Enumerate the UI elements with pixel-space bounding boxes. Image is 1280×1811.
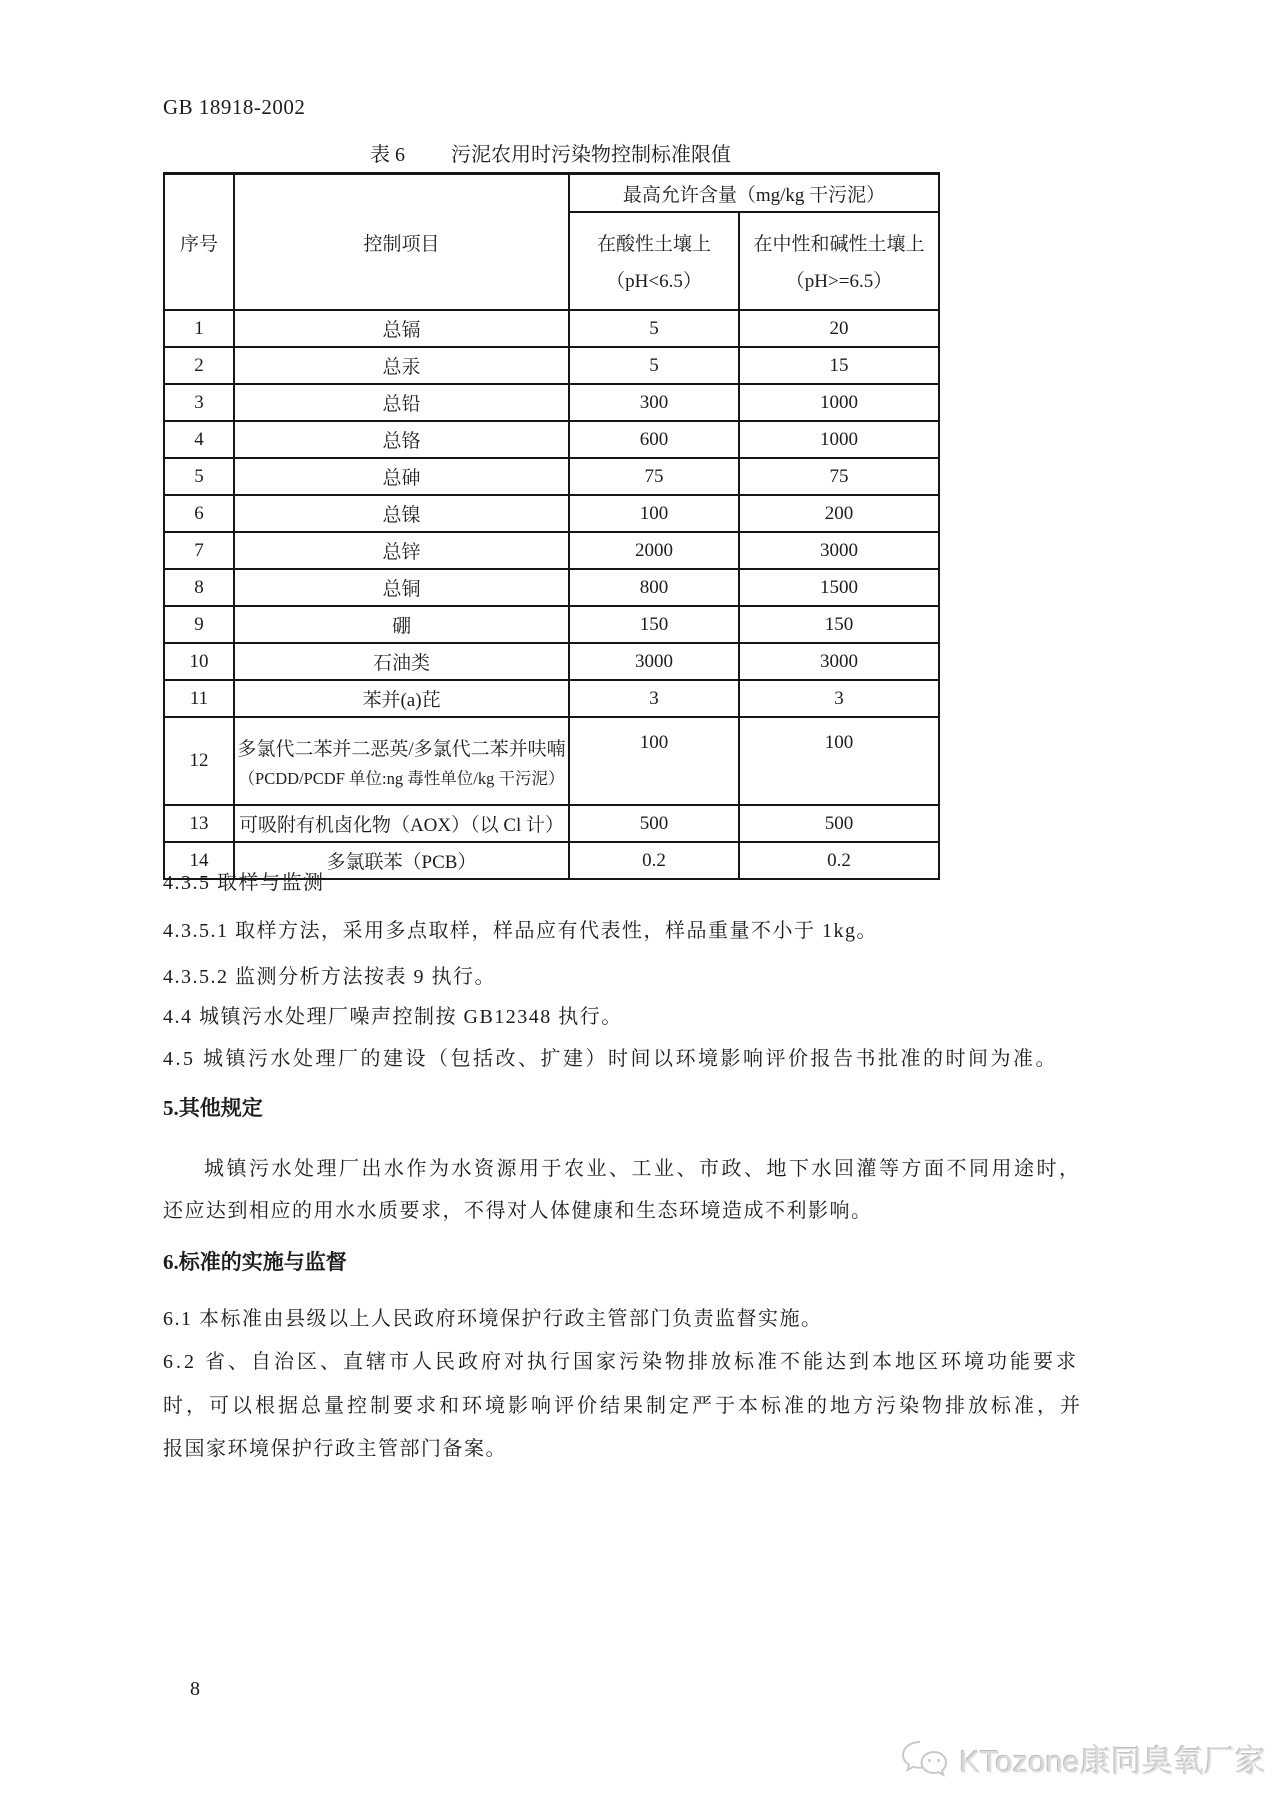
cell-item: 硼 [234, 606, 569, 643]
heading-5: 5.其他规定 [163, 1096, 263, 1120]
col-header-neutral-label: 在中性和碱性土壤上 [753, 234, 925, 255]
cell-no: 14 [164, 842, 234, 879]
cell-neutral: 3000 [739, 643, 939, 680]
cell-acid: 100 [569, 717, 739, 805]
cell-item: 总砷 [234, 458, 569, 495]
cell-item: 可吸附有机卤化物（AOX）（以 Cl 计） [234, 805, 569, 842]
section-4-3-5-1: 4.3.5.1 取样方法，采用多点取样，样品应有代表性，样品重量不小于 1kg。 [163, 920, 878, 942]
wechat-icon [899, 1739, 951, 1779]
table-body [164, 174, 939, 880]
cell-acid: 3 [569, 680, 739, 717]
cell-no: 9 [164, 606, 234, 643]
cell-no: 2 [164, 347, 234, 384]
table-row [164, 606, 939, 643]
cell-no: 4 [164, 421, 234, 458]
cell-acid: 0.2 [569, 842, 739, 879]
doc-code: GB 18918-2002 [163, 95, 306, 119]
cell-neutral: 15 [739, 347, 939, 384]
col-header-item: 控制项目 [234, 174, 569, 311]
page-number: 8 [190, 1678, 200, 1700]
table-row [164, 384, 939, 421]
cell-item: 总镍 [234, 495, 569, 532]
col-header-acid-label: 在酸性土壤上 [596, 234, 711, 255]
section-6-2-line1: 6.2 省、自治区、直辖市人民政府对执行国家污染物排放标准不能达到本地区环境功能要求 [163, 1351, 1079, 1373]
cell-neutral: 200 [739, 495, 939, 532]
table-row [164, 310, 939, 347]
table-title [163, 138, 938, 167]
cell-acid: 75 [569, 458, 739, 495]
col-header-acid [569, 212, 739, 310]
col-header-group: 最高允许含量（mg/kg 干污泥） [569, 174, 939, 213]
table-row [164, 805, 939, 842]
paragraph-5-line1: 城镇污水处理厂出水作为水资源用于农业、工业、市政、地下水回灌等方面不同用途时， [204, 1158, 1082, 1180]
paragraph-5-line2: 还应达到相应的用水水质要求，不得对人体健康和生态环境造成不利影响。 [163, 1200, 873, 1222]
table-row [164, 643, 939, 680]
col-header-neutral-sub: （pH>=6.5） [785, 271, 893, 292]
cell-no: 12 [164, 717, 234, 805]
table-row [164, 458, 939, 495]
cell-acid: 300 [569, 384, 739, 421]
cell-item [234, 717, 569, 805]
cell-item: 石油类 [234, 643, 569, 680]
cell-item: 总锌 [234, 532, 569, 569]
cell-acid: 150 [569, 606, 739, 643]
table-number: 表 6 [370, 144, 405, 166]
cell-no: 6 [164, 495, 234, 532]
cell-neutral: 1000 [739, 421, 939, 458]
cell-neutral: 1500 [739, 569, 939, 606]
cell-no: 3 [164, 384, 234, 421]
table-row [164, 680, 939, 717]
cell-no: 7 [164, 532, 234, 569]
cell-neutral: 150 [739, 606, 939, 643]
section-4-3-5: 4.3.5 取样与监测 [163, 872, 325, 894]
table-row [164, 421, 939, 458]
cell-item: 苯并(a)芘 [234, 680, 569, 717]
cell-acid: 100 [569, 495, 739, 532]
table-row [164, 347, 939, 384]
cell-item: 总铬 [234, 421, 569, 458]
cell-neutral: 1000 [739, 384, 939, 421]
section-6-2-line2: 时，可以根据总量控制要求和环境影响评价结果制定严于本标准的地方污染物排放标准，并 [163, 1395, 1083, 1417]
cell-neutral: 100 [739, 717, 939, 805]
cell-no: 1 [164, 310, 234, 347]
watermark-text: KTozone康同臭氧厂家 [959, 1744, 1266, 1779]
col-header-neutral [739, 212, 939, 310]
cell-neutral: 0.2 [739, 842, 939, 879]
cell-neutral: 75 [739, 458, 939, 495]
section-6-1: 6.1 本标准由县级以上人民政府环境保护行政主管部门负责监督实施。 [163, 1308, 823, 1330]
cell-acid: 600 [569, 421, 739, 458]
col-header-acid-sub: （pH<6.5） [606, 271, 702, 292]
table-row [164, 717, 939, 805]
cell-item: 多氯联苯（PCB） [234, 842, 569, 879]
cell-acid: 3000 [569, 643, 739, 680]
sludge-limits-table [163, 172, 940, 880]
table-row [164, 495, 939, 532]
table-row [164, 532, 939, 569]
table-title-text: 污泥农用时污染物控制标准限值 [451, 144, 731, 166]
cell-item: 总汞 [234, 347, 569, 384]
cell-no: 13 [164, 805, 234, 842]
cell-item: 总铅 [234, 384, 569, 421]
section-4-4: 4.4 城镇污水处理厂噪声控制按 GB12348 执行。 [163, 1006, 623, 1028]
cell-item-main: 多氯代二苯并二恶英/多氯代二苯并呋喃 [237, 738, 566, 760]
cell-acid: 500 [569, 805, 739, 842]
cell-no: 11 [164, 680, 234, 717]
header-row-1 [164, 174, 939, 213]
heading-6: 6.标准的实施与监督 [163, 1250, 347, 1274]
cell-neutral: 3 [739, 680, 939, 717]
cell-acid: 5 [569, 347, 739, 384]
cell-item: 总镉 [234, 310, 569, 347]
cell-neutral: 500 [739, 805, 939, 842]
section-4-5: 4.5 城镇污水处理厂的建设（包括改、扩建）时间以环境影响评价报告书批准的时间为准。 [163, 1048, 1058, 1070]
cell-no: 5 [164, 458, 234, 495]
cell-acid: 800 [569, 569, 739, 606]
section-4-3-5-2: 4.3.5.2 监测分析方法按表 9 执行。 [163, 966, 496, 988]
col-header-index: 序号 [164, 174, 234, 311]
cell-acid: 2000 [569, 532, 739, 569]
table-row [164, 569, 939, 606]
cell-neutral: 3000 [739, 532, 939, 569]
section-6-2-line3: 报国家环境保护行政主管部门备案。 [163, 1438, 507, 1460]
cell-no: 8 [164, 569, 234, 606]
cell-item-sub: （PCDD/PCDF 单位:ng 毒性单位/kg 干污泥） [238, 768, 565, 788]
cell-no: 10 [164, 643, 234, 680]
watermark [899, 1736, 1266, 1781]
cell-item: 总铜 [234, 569, 569, 606]
cell-neutral: 20 [739, 310, 939, 347]
cell-acid: 5 [569, 310, 739, 347]
